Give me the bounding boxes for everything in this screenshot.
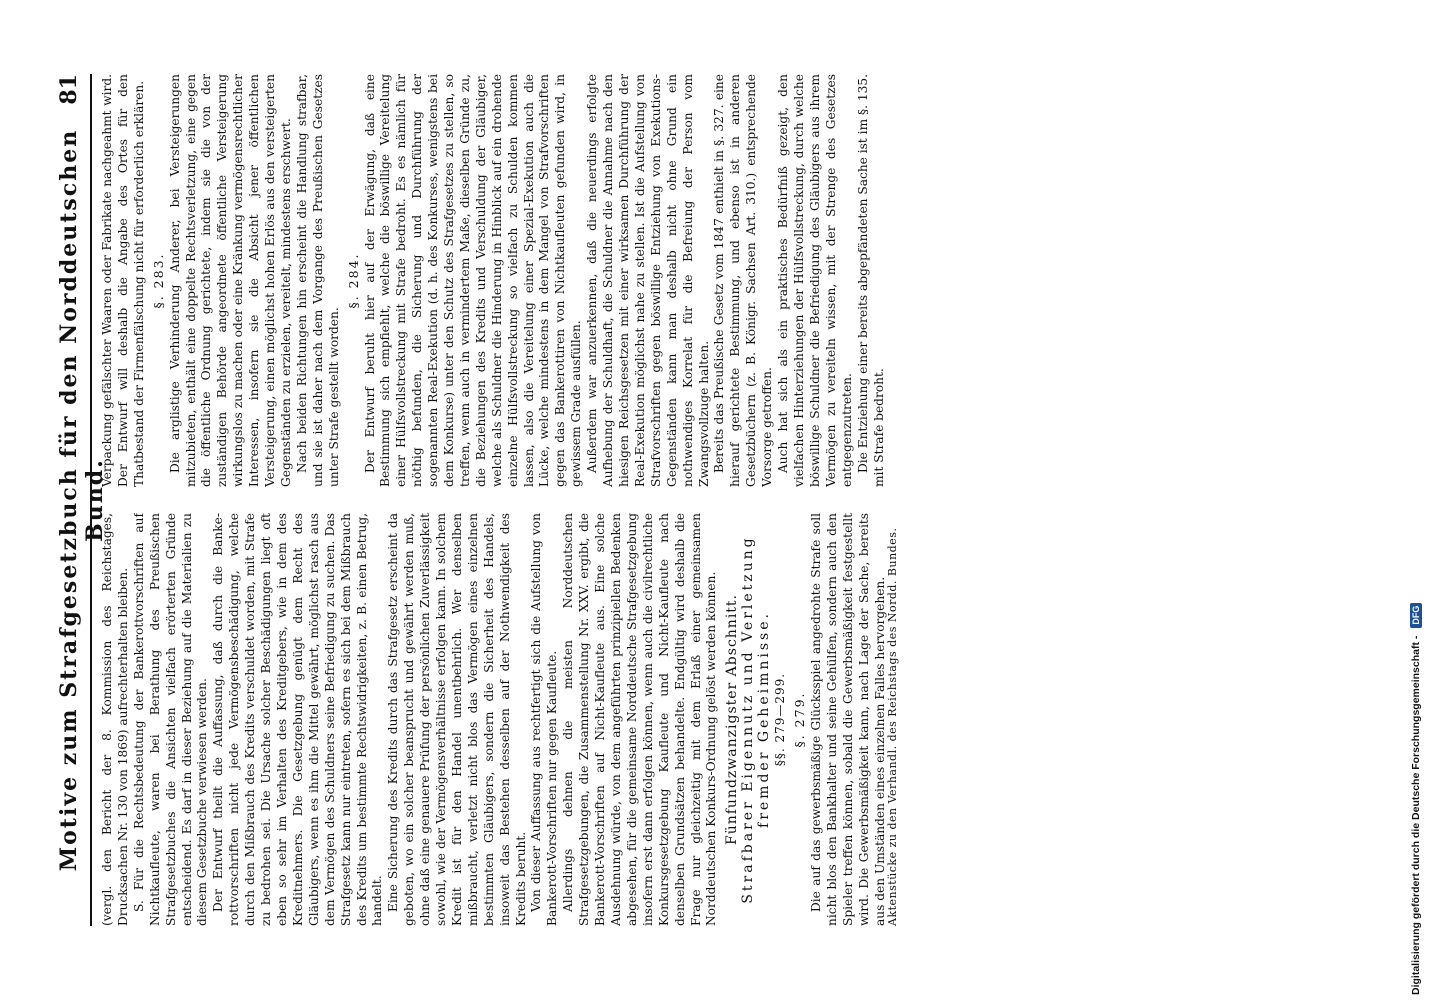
section-range: §§. 279—299. [773, 672, 788, 767]
chapter-title: Strafbarer Eigennutz und Verletzung fremder Geheimnisse. [740, 535, 773, 904]
paragraph: Auch hat sich als ein praktisches Bedürfniß gezeigt, den vielfachen Hinterziehungen der Hülfsvollstreckung, durch welche böswillige Schuldner die Befriedigung des Gläubigers aus ihrem Vermögen zu vereiteln wissen, mit der Strenge des Gesetzes entgegenzutreten. [776, 74, 854, 487]
paragraph: S. Für die Rechtsbedeutung der Bankerottvorschriften auf Nichtkaufleute, waren bei Berathung des Preußischen Strafgesetzbuches die Ansichten vielfach erörterten Gründe entscheidend. Es darf in dieser Beziehung auf die Materialien zu diesem Gesetzbuche verwiesen werden. [131, 513, 210, 926]
dfg-logo-icon: DFG [1410, 603, 1422, 628]
running-title: Motive zum Strafgesetzbuch für den Norddeutschen Bund. [56, 128, 108, 872]
page-header [56, 74, 108, 926]
paragraph: Der Entwurf beruht hier auf der Erwägung, daß eine Bestimmung sich empfiehlt, welche die böswillige Vereitelung einer Hülfsvollstreckung mit Strafe bedroht. Es es nämlich für nöthig befunden, die Sicherung und Durchführung der sogenannten Real-Exekution (d. h. des Konkurses, wenigstens bei dem Konkurse) unter den Schutz des Strafgesetzes zu stellen, so treffen, wenn auch in vermindertem Maße, dieselben Gründe zu, die Beziehungen des Kredits und Verschuldung der Gläubiger, welche als Schuldner die Hinderung in Hinblick auf ein drohende einzelne Hülfsvollstreckung so vielfach zu Schulden kommen lassen, also die Vereitelung einer Spezial-Exekution auch die Lücke, welche mindestens in dem Mangel von Strafvorschriften gegen das Bankerottiren von Nichtkaufleuten gefunden wird, in gewissem Grade ausfüllen. [362, 74, 584, 487]
section-heading: §. 284. [345, 252, 361, 309]
paragraph: Verpackung gefälschter Waaren oder Fabrikate nachgeahmt wird. Der Entwurf will deshalb die Angabe des Ortes für den Thatbestand der Firmenfälschung nicht für erforderlich erklären. [100, 74, 146, 487]
dfg-watermark [1410, 603, 1422, 995]
paragraph: Bereits das Preußische Gesetz vom 1847 enthielt in §. 327. eine hierauf gerichtete Bestimmung, und ebenso ist in anderen Gesetzbüchern (z. B. Königr. Sachsen Art. 310.) entsprechende Vorsorge getroffen. [712, 74, 775, 487]
paragraph: Die auf das gewerbsmäßige Glücksspiel angedrohte Strafe soll nicht blos den Bankhalter und seine Gehülfen, sondern auch den Spieler treffen können, sobald die Gewerbsmäßigkeit festgestellt wird. Die Gewerbsmäßigkeit kann, nach Lage der Sache, bereits aus den Umständen eines einzelnen Falles hervorgehen. [808, 513, 887, 926]
dfg-watermark-text: Digitalisierung gefördert durch die Deutsche Forschungsgemeinschaft - [1410, 635, 1422, 995]
page-number: 81 [56, 74, 82, 105]
paragraph: Allerdings dehnen die meisten Norddeutschen Strafgesetzgebungen, die Zusammenstellung Nr. XXV. ergibt, die Bankerott-Vorschriften auf Nicht-Kaufleute aus. Eine solche Ausdehnung würde, von dem angeführten prinzipiellen Bedenken abgesehen, für die gemeinsame Norddeutsche Strafgesetzgebung insofern erst dann erfolgen können, wenn auch die civilrechtliche Konkursgesetzgebung Kaufleute und Nicht-Kaufleute nach denselben Grundsätzen behandelte. Endgültig wird deshalb die Frage nur gleichzeitig mit dem Erlaß einer gemeinsamen Norddeutschen Konkurs-Ordnung gelöst werden können. [561, 513, 719, 926]
paragraph: Von dieser Auffassung aus rechtfertigt sich die Aufstellung von Bankerott-Vorschriften nur gegen Kaufleute. [529, 513, 560, 926]
paragraph: Die Entziehung einer bereits abgepfändeten Sache ist im §. 135. mit Strafe bedroht. [855, 74, 886, 487]
section-heading: §. 279. [791, 691, 807, 748]
paragraph: Die arglistige Verhinderung Anderer, bei Versteigerungen mitzubieten, enthält eine doppelte Rechtsverletzung, eine gegen die öffentliche Ordnung gerichtete, indem sie die von der zuständigen Behörde angeordnete öffentliche Versteigerung wirkungslos zu machen oder eine Kränkung vermögensrechtlicher Interessen, insofern sie die Absicht jener öffentlichen Versteigerung, einen möglichst hohen Erlös aus den versteigerten Gegenständen zu erzielen, vereitelt, mindestens erschwert. [167, 74, 293, 487]
left-column [100, 513, 890, 926]
paragraph: Der Entwurf theilt die Auffassung, daß durch die Bankerottvorschriften nicht jede Vermögensbeschädigung, welche durch den Mißbrauch des Kredits verschuldet worden, mit Strafe zu bedrohen sei. Die Ursache solcher Beschädigungen liegt oft eben so sehr im Verhalten des Kreditgebers, wie in dem des Kreditnehmers. Die Gesetzgebung genügt dem Recht des Gläubigers, wenn es ihm die Mittel gewährt, möglichst rasch aus dem Vermögen des Schuldners seine Befriedigung zu suchen. Das Strafgesetz kann nur eintreten, sofern es sich bei dem Mißbrauch des Kredits um bestimmte Rechtswidrigkeiten, z. B. einen Betrug, handelt. [211, 513, 385, 926]
section-heading: §. 283. [150, 252, 166, 309]
text-columns [100, 74, 890, 926]
footer-note: Aktenstücke zu den Verhandl. des Reichstags des Nordd. Bundes. [886, 527, 899, 926]
paragraph: Nach beiden Richtungen hin erscheint die Handlung strafbar, und sie ist daher nach dem Vorgange des Preußischen Gesetzes unter Strafe gestellt worden. [294, 74, 341, 487]
right-column [100, 74, 890, 487]
printed-page [50, 60, 1390, 940]
paragraph: Eine Sicherung des Kredits durch das Strafgesetz erscheint da geboten, wo ein solcher beansprucht und gewährt werden muß, ohne daß eine genauere Prüfung der persönlichen Zuverlässigkeit sowohl, wie der Vermögensverhältnisse erfolgen kann. In solchem Kredit ist für den Handel unentbehrlich. Wer denselben mißbraucht, verletzt nicht blos das Vermögen eines einzelnen bestimmten Gläubigers, sondern die Sicherheit des Handels, insoweit das Bestehen desselben auf der Nothwendigkeit des Kredits beruht. [386, 513, 528, 926]
chapter-heading: Fünfundzwanzigster Abschnitt. [724, 594, 741, 846]
paragraph: Außerdem war anzuerkennen, daß die neuerdings erfolgte Aufhebung der Schuldhaft, die Schuldner die Annahme nach den hiesigen Reichsgesetzen mit einer wirksamen Durchführung der Real-Exekution möglichst nahe zu stellen. Ist die Aufstellung von Strafvorschriften gegen böswillige Entziehung von Exekutions-Gegenständen kann man deshalb nicht ohne Grund ein nothwendiges Korrelat für die Befreiung der Person vom Zwangsvollzuge halten. [585, 74, 711, 487]
paragraph: (vergl. den Bericht der 8. Kommission des Reichstages, Drucksachen Nr. 130 von 1869) aufrechterhalten bleiben. [100, 513, 130, 926]
